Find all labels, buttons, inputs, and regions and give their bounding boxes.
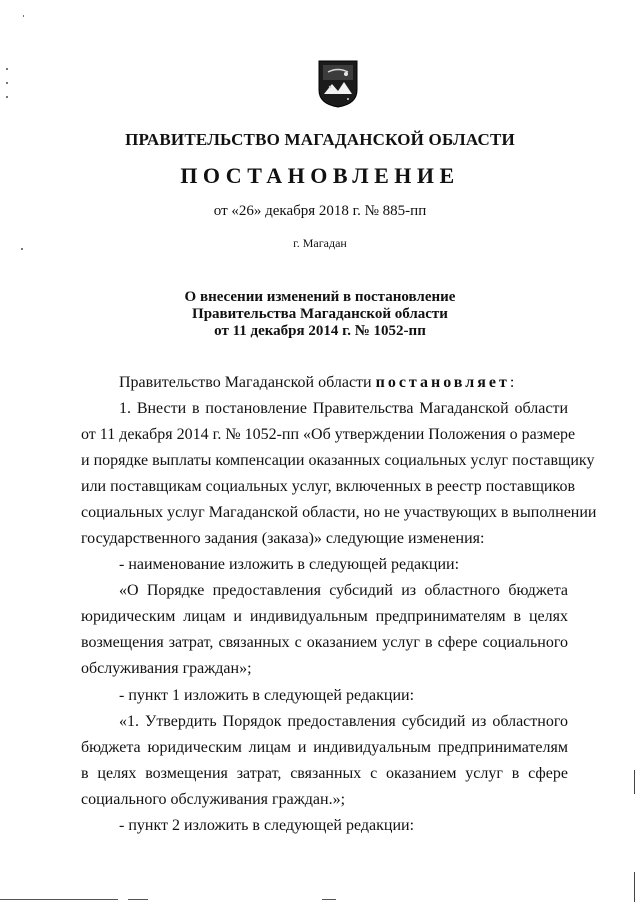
scan-speck bbox=[6, 82, 8, 84]
preamble-colon: : bbox=[509, 374, 515, 391]
document-date-number: от «26» декабря 2018 г. № 885-пп bbox=[213, 203, 427, 219]
organization-name: ПРАВИТЕЛЬСТВО МАГАДАНСКОЙ ОБЛАСТИ bbox=[125, 130, 515, 149]
preamble bbox=[119, 373, 514, 393]
paragraph-1-line: или поставщикам социальных услуг, включенных в реестр поставщиков bbox=[81, 478, 575, 495]
paragraph-1-line: государственного задания (заказа)» следующие изменения: bbox=[81, 530, 485, 547]
item-1-text-line: возмещения затрат, связанных с оказанием услуг в сфере социального bbox=[81, 634, 568, 651]
coat-of-arms-emblem bbox=[318, 60, 358, 108]
subject-line-2: Правительства Магаданской области bbox=[192, 306, 448, 322]
preamble-text: Правительство Магаданской области bbox=[119, 374, 372, 391]
subject-line-3: от 11 декабря 2014 г. № 1052-пп bbox=[214, 323, 426, 339]
paragraph-1-line: и порядке выплаты компенсации оказанных социальных услуг поставщику bbox=[81, 452, 595, 469]
scan-speck bbox=[6, 68, 8, 70]
preamble-verb: постановляет bbox=[375, 374, 510, 391]
document-type: ПОСТАНОВЛЕНИЕ bbox=[180, 163, 460, 188]
item-1-intro: - наименование изложить в следующей редакции: bbox=[119, 556, 460, 573]
scan-speck bbox=[21, 248, 23, 250]
item-2-text-line: в целях возмещения затрат, связанных с оказанием услуг в сфере bbox=[81, 765, 568, 782]
paragraph-1-line: от 11 декабря 2014 г. № 1052-пп «Об утверждении Положения о размере bbox=[81, 426, 576, 443]
item-2-text-line: «1. Утвердить Порядок предоставления субсидий из областного bbox=[119, 713, 568, 730]
scan-speck bbox=[6, 96, 8, 98]
scan-edge-mark bbox=[634, 872, 635, 902]
paragraph-1-line: социальных услуг Магаданской области, но не участвующих в выполнении bbox=[81, 504, 597, 521]
scan-bottom-edge bbox=[322, 899, 336, 900]
item-1-text-line: обслуживания граждан»; bbox=[81, 660, 252, 677]
scan-bottom-edge bbox=[0, 899, 118, 900]
subject-line-1: О внесении изменений в постановление bbox=[184, 289, 456, 305]
scan-bottom-edge bbox=[128, 899, 148, 900]
item-1-text-line: «О Порядке предоставления субсидий из областного бюджета bbox=[119, 582, 568, 599]
paragraph-1-line: 1. Внести в постановление Правительства Магаданской области bbox=[119, 400, 568, 417]
item-2-text-line: бюджета юридическим лицам и индивидуальным предпринимателям bbox=[81, 739, 568, 756]
item-2-intro: - пункт 1 изложить в следующей редакции: bbox=[119, 687, 415, 704]
item-1-text-line: юридическим лицам и индивидуальным предпринимателям в целях bbox=[81, 608, 568, 625]
item-3-intro: - пункт 2 изложить в следующей редакции: bbox=[119, 817, 415, 834]
document-city: г. Магадан bbox=[293, 236, 347, 250]
scan-speck bbox=[23, 15, 24, 17]
scan-edge-mark bbox=[634, 770, 635, 794]
item-2-text-line: социального обслуживания граждан.»; bbox=[81, 791, 346, 808]
